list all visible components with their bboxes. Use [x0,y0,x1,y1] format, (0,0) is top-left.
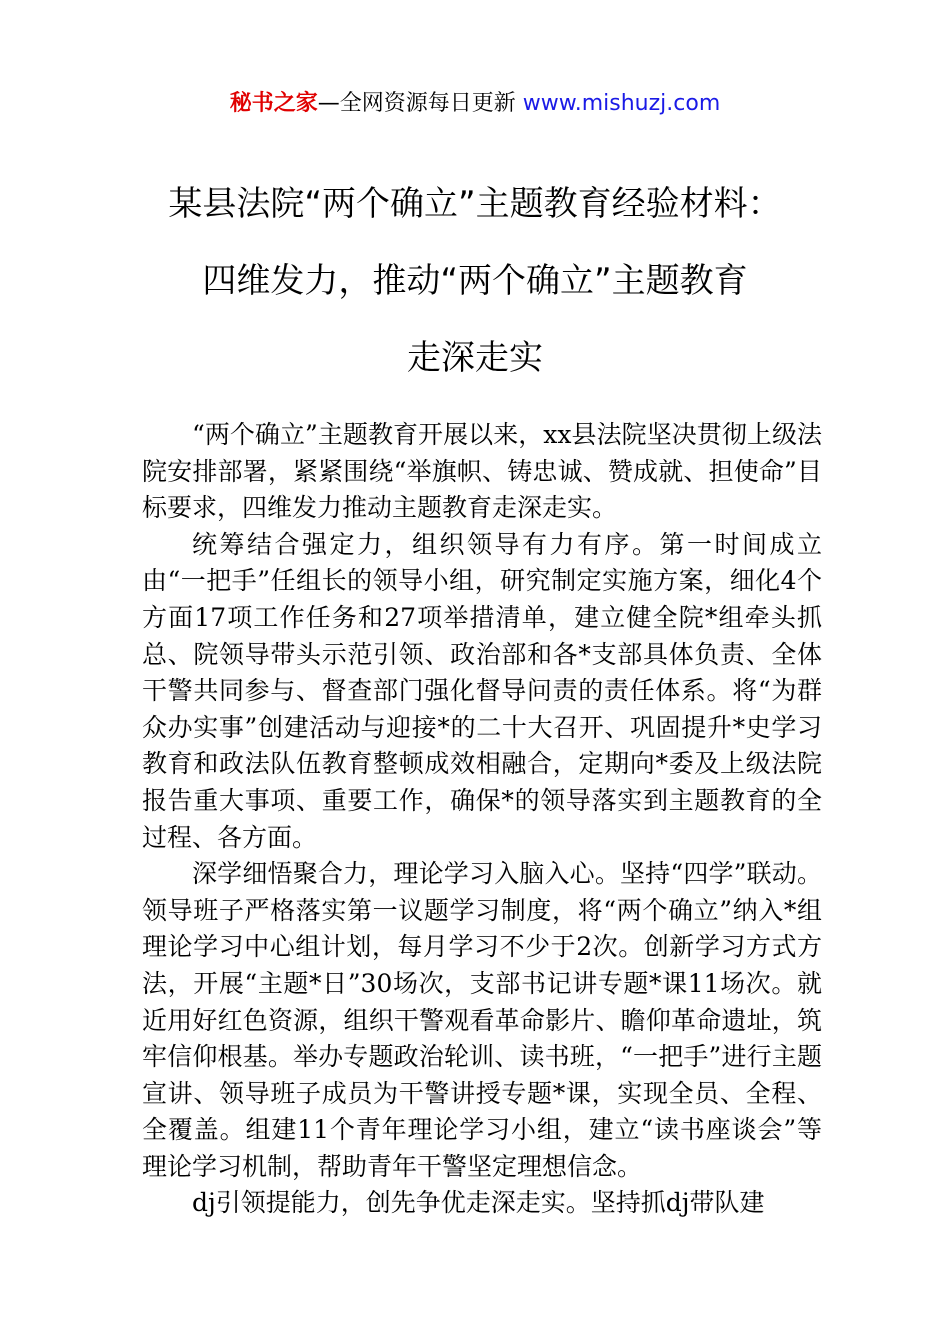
title-line: 走深走实 [407,338,543,378]
header-separator: — [317,91,340,116]
site-brand: 秘书之家 [229,91,318,116]
document-body [142,417,822,1222]
header-tagline: 全网资源每日更新 [339,91,516,116]
site-header [0,86,950,122]
body-paragraph-intro: “两个确立”主题教育开展以来，xx县法院坚决贯彻上级法院安排部署，紧紧围绕“举旗帜、铸忠诚、赞成就、担使命”目标要求，四维发力推动主题教育走深走实。 [142,420,822,523]
document-title [100,166,850,397]
title-line: 四维发力，推动“两个确立”主题教育 [202,261,748,301]
body-paragraph-organization: 统筹结合强定力，组织领导有力有序。第一时间成立由“一把手”任组长的领导小组，研究制定实施方案，细化4个方面17项工作任务和27项举措清单，建立健全院*组牵头抓总、院领导带头示范引领、政治部和各*支部具体负责、全体干警共同参与、督查部门强化督导问责的责任体系。将“为群众办实事”创建活动与迎接*的二十大召开、巩固提升*史学习教育和政法队伍教育整顿成效相融合，定期向*委及上级法院报告重大事项、重要工作，确保*的领导落实到主题教育的全过程、各方面。 [142,529,822,852]
body-paragraph-party-building: dj引领提能力，创先争优走深走实。坚持抓dj带队建 [192,1188,765,1218]
body-paragraph-study: 深学细悟聚合力，理论学习入脑入心。坚持“四学”联动。领导班子严格落实第一议题学习制度，将“两个确立”纳入*组理论学习中心组计划，每月学习不少于2次。创新学习方式方法，开展“主题*日”30场次，支部书记讲专题*课11场次。就近用好红色资源，组织干警观看革命影片、瞻仰革命遗址，筑牢信仰根基。举办专题政治轮训、读书班，“一把手”进行主题宣讲、领导班子成员为干警讲授专题*课，实现全员、全程、全覆盖。组建11个青年理论学习小组，建立“读书座谈会”等理论学习机制，帮助青年干警坚定理想信念。 [142,859,822,1181]
site-url-link[interactable]: www.mishuzj.com [522,91,721,116]
title-line: 某县法院“两个确立”主题教育经验材料： [168,184,782,224]
